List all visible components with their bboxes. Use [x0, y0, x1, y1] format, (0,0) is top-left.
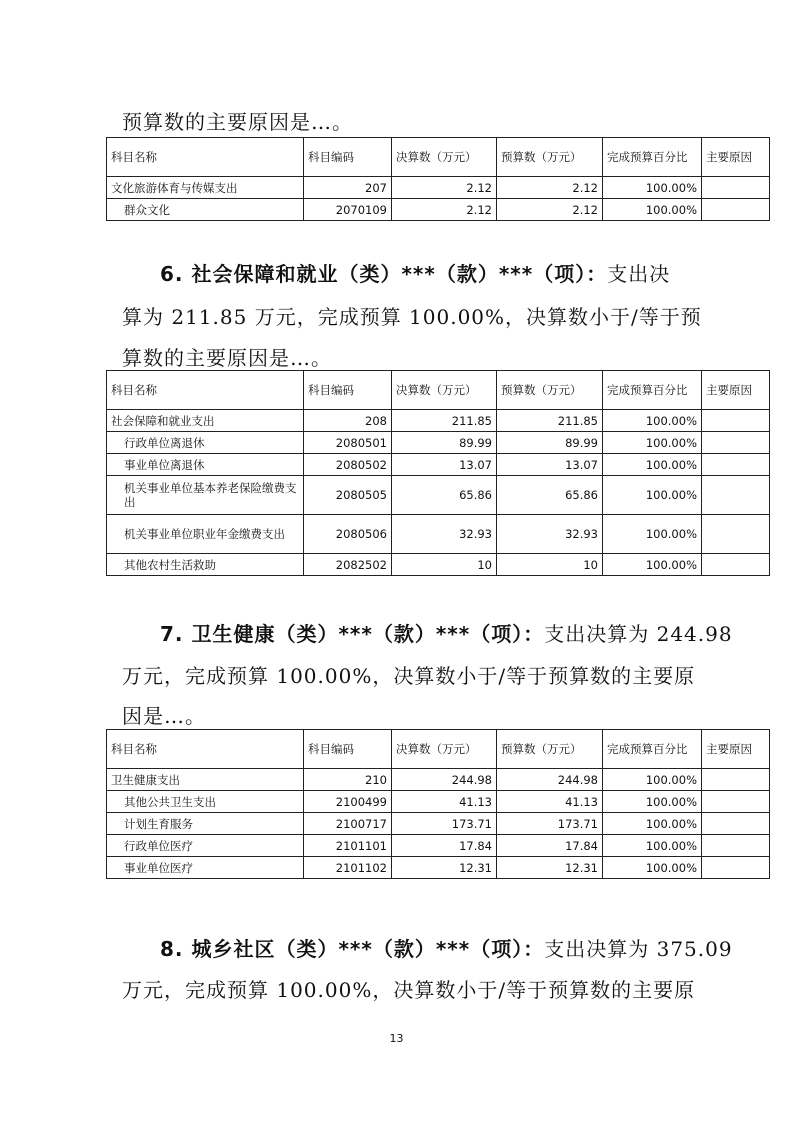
table-row	[107, 857, 770, 879]
table-health	[106, 729, 770, 879]
cell-code: 2101102	[304, 857, 392, 879]
cell-name: 事业单位医疗	[107, 857, 304, 879]
cell-reason	[702, 515, 770, 554]
cell-reason	[702, 454, 770, 476]
cell-reason	[702, 177, 770, 199]
cell-name: 群众文化	[107, 199, 304, 221]
cell-name: 其他农村生活救助	[107, 554, 304, 576]
table-social-security	[106, 370, 770, 576]
cell-reason	[702, 432, 770, 454]
cell-reason	[702, 410, 770, 432]
header-budget: 预算数（万元）	[497, 730, 603, 769]
table-row	[107, 554, 770, 576]
cell-reason	[702, 199, 770, 221]
cell-budget: 211.85	[497, 410, 603, 432]
cell-final: 89.99	[392, 432, 497, 454]
section7-text3: 因是…。	[122, 704, 206, 728]
header-final: 决算数（万元）	[392, 138, 497, 177]
cell-code: 2070109	[304, 199, 392, 221]
cell-pct: 100.00%	[603, 835, 702, 857]
header-pct: 完成预算百分比	[603, 138, 702, 177]
cell-budget: 244.98	[497, 769, 603, 791]
cell-name: 卫生健康支出	[107, 769, 304, 791]
table-row	[107, 410, 770, 432]
cell-final: 65.86	[392, 476, 497, 515]
table-row	[107, 515, 770, 554]
header-name: 科目名称	[107, 138, 304, 177]
cell-pct: 100.00%	[603, 410, 702, 432]
table-header-row	[107, 730, 770, 769]
cell-budget: 17.84	[497, 835, 603, 857]
cell-code: 2080502	[304, 454, 392, 476]
header-pct: 完成预算百分比	[603, 730, 702, 769]
cell-name: 事业单位离退休	[107, 454, 304, 476]
cell-pct: 100.00%	[603, 199, 702, 221]
cell-final: 10	[392, 554, 497, 576]
cell-reason	[702, 554, 770, 576]
section6-title: 6. 社会保障和就业（类）***（款）***（项）：	[160, 262, 608, 286]
header-code: 科目编码	[304, 371, 392, 410]
table-row	[107, 454, 770, 476]
cell-code: 2100717	[304, 813, 392, 835]
section8-text1: 支出决算为 375.09	[544, 937, 733, 961]
section8-title: 8. 城乡社区（类）***（款）***（项）：	[160, 937, 545, 961]
header-reason: 主要原因	[702, 730, 770, 769]
table-row	[107, 199, 770, 221]
table-row	[107, 813, 770, 835]
cell-budget: 2.12	[497, 199, 603, 221]
cell-final: 13.07	[392, 454, 497, 476]
cell-budget: 13.07	[497, 454, 603, 476]
table-culture	[106, 137, 770, 221]
cell-reason	[702, 476, 770, 515]
table-header-row	[107, 371, 770, 410]
table-row	[107, 432, 770, 454]
cell-name: 行政单位医疗	[107, 835, 304, 857]
cell-code: 208	[304, 410, 392, 432]
section6-text1: 支出决	[607, 262, 671, 286]
cell-pct: 100.00%	[603, 813, 702, 835]
cell-pct: 100.00%	[603, 769, 702, 791]
header-code: 科目编码	[304, 730, 392, 769]
cell-final: 17.84	[392, 835, 497, 857]
cell-name: 文化旅游体育与传媒支出	[107, 177, 304, 199]
cell-reason	[702, 857, 770, 879]
header-final: 决算数（万元）	[392, 730, 497, 769]
cell-budget: 12.31	[497, 857, 603, 879]
cell-pct: 100.00%	[603, 791, 702, 813]
table-row	[107, 177, 770, 199]
cell-code: 210	[304, 769, 392, 791]
header-reason: 主要原因	[702, 371, 770, 410]
cell-pct: 100.00%	[603, 857, 702, 879]
header-code: 科目编码	[304, 138, 392, 177]
cell-final: 211.85	[392, 410, 497, 432]
cell-final: 32.93	[392, 515, 497, 554]
table-row	[107, 769, 770, 791]
cell-final: 173.71	[392, 813, 497, 835]
header-budget: 预算数（万元）	[497, 371, 603, 410]
table-row	[107, 791, 770, 813]
cell-code: 2080501	[304, 432, 392, 454]
cell-code: 207	[304, 177, 392, 199]
table-row	[107, 476, 770, 515]
intro-text: 预算数的主要原因是…。	[122, 110, 353, 134]
header-final: 决算数（万元）	[392, 371, 497, 410]
cell-pct: 100.00%	[603, 554, 702, 576]
cell-pct: 100.00%	[603, 454, 702, 476]
cell-budget: 89.99	[497, 432, 603, 454]
header-budget: 预算数（万元）	[497, 138, 603, 177]
header-pct: 完成预算百分比	[603, 371, 702, 410]
cell-code: 2101101	[304, 835, 392, 857]
cell-reason	[702, 813, 770, 835]
cell-final: 244.98	[392, 769, 497, 791]
cell-pct: 100.00%	[603, 476, 702, 515]
cell-budget: 41.13	[497, 791, 603, 813]
cell-code: 2080505	[304, 476, 392, 515]
page-number: 13	[389, 1032, 404, 1045]
cell-final: 41.13	[392, 791, 497, 813]
section8-heading	[160, 937, 733, 961]
section6-text3: 算数的主要原因是…。	[122, 346, 332, 370]
cell-budget: 173.71	[497, 813, 603, 835]
cell-code: 2082502	[304, 554, 392, 576]
cell-name: 机关事业单位职业年金缴费支出	[107, 515, 304, 554]
section6-text2: 算为 211.85 万元，完成预算 100.00%，决算数小于/等于预	[122, 305, 702, 329]
header-name: 科目名称	[107, 730, 304, 769]
cell-final: 2.12	[392, 177, 497, 199]
cell-pct: 100.00%	[603, 515, 702, 554]
cell-budget: 65.86	[497, 476, 603, 515]
cell-name: 行政单位离退休	[107, 432, 304, 454]
cell-name: 社会保障和就业支出	[107, 410, 304, 432]
section7-heading	[160, 622, 733, 646]
cell-code: 2100499	[304, 791, 392, 813]
header-reason: 主要原因	[702, 138, 770, 177]
cell-name: 机关事业单位基本养老保险缴费支出	[107, 476, 304, 515]
cell-reason	[702, 791, 770, 813]
cell-pct: 100.00%	[603, 432, 702, 454]
cell-budget: 32.93	[497, 515, 603, 554]
cell-name: 计划生育服务	[107, 813, 304, 835]
cell-name: 其他公共卫生支出	[107, 791, 304, 813]
cell-pct: 100.00%	[603, 177, 702, 199]
section7-text1: 支出决算为 244.98	[544, 622, 733, 646]
section8-text2: 万元，完成预算 100.00%，决算数小于/等于预算数的主要原	[122, 978, 696, 1002]
cell-final: 12.31	[392, 857, 497, 879]
section7-title: 7. 卫生健康（类）***（款）***（项）：	[160, 622, 545, 646]
cell-budget: 2.12	[497, 177, 603, 199]
cell-reason	[702, 769, 770, 791]
table-header-row	[107, 138, 770, 177]
header-name: 科目名称	[107, 371, 304, 410]
section6-heading	[160, 262, 670, 286]
cell-code: 2080506	[304, 515, 392, 554]
table-row	[107, 835, 770, 857]
cell-reason	[702, 835, 770, 857]
cell-final: 2.12	[392, 199, 497, 221]
cell-budget: 10	[497, 554, 603, 576]
section7-text2: 万元，完成预算 100.00%，决算数小于/等于预算数的主要原	[122, 664, 696, 688]
